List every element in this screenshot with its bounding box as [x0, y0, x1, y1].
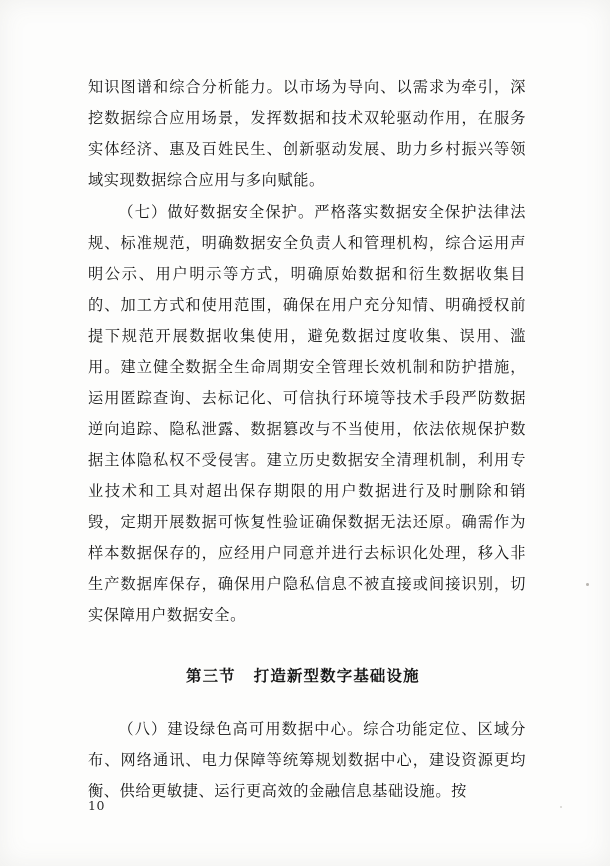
paragraph-data-center: （八）建设绿色高可用数据中心。综合功能定位、区域分布、网络通讯、电力保障等统筹规划数据中心，建设资源更均衡、供给更敏捷、运行更高效的金融信息基础设施。按: [88, 720, 526, 800]
paragraph-data-security: （七）做好数据安全保护。严格落实数据安全保护法律法规、标准规范，明确数据安全负责人和管理机构，综合运用声明公示、用户明示等方式，明确原始数据和衍生数据收集目的、加工方式和使用范围，确保在用户充分知情、明确授权前提下规范开展数据收集使用，避免数据过度收集、误用、滥用。建立健全数据全生命周期安全管理长效机制和防护措施，运用匿踪查询、去标记化、可信执行环境等技术手段严防数据逆向追踪、隐私泄露、数据篡改与不当使用，依法依规保护数据主体隐私权不受侵害。建立历史数据安全清理机制，利用专业技术和工具对超出保存期限的用户数据进行及时删除和销毁，定期开展数据可恢复性验证确保数据无法还原。确需作为样本数据保存的，应经用户同意并进行去标识化处理，移入非生产数据库保存，确保用户隐私信息不被直接或间接识别，切实保障用户数据安全。: [88, 203, 526, 624]
page-number: 10: [88, 798, 105, 813]
scan-speck: [586, 583, 589, 586]
section-heading-title: 打造新型数字基础设施: [253, 667, 420, 685]
paragraph-continuation: 知识图谱和综合分析能力。以市场为导向、以需求为牵引，深挖数据综合应用场景，发挥数据和技术双轮驱动作用，在服务实体经济、惠及百姓民生、创新驱动发展、助力乡村振兴等领域实现数据综合应用与多向赋能。: [88, 78, 526, 189]
section-heading-label: 第三节: [186, 667, 236, 685]
document-body: [88, 72, 526, 807]
section-heading: [88, 661, 526, 692]
scan-speck: [560, 806, 562, 808]
